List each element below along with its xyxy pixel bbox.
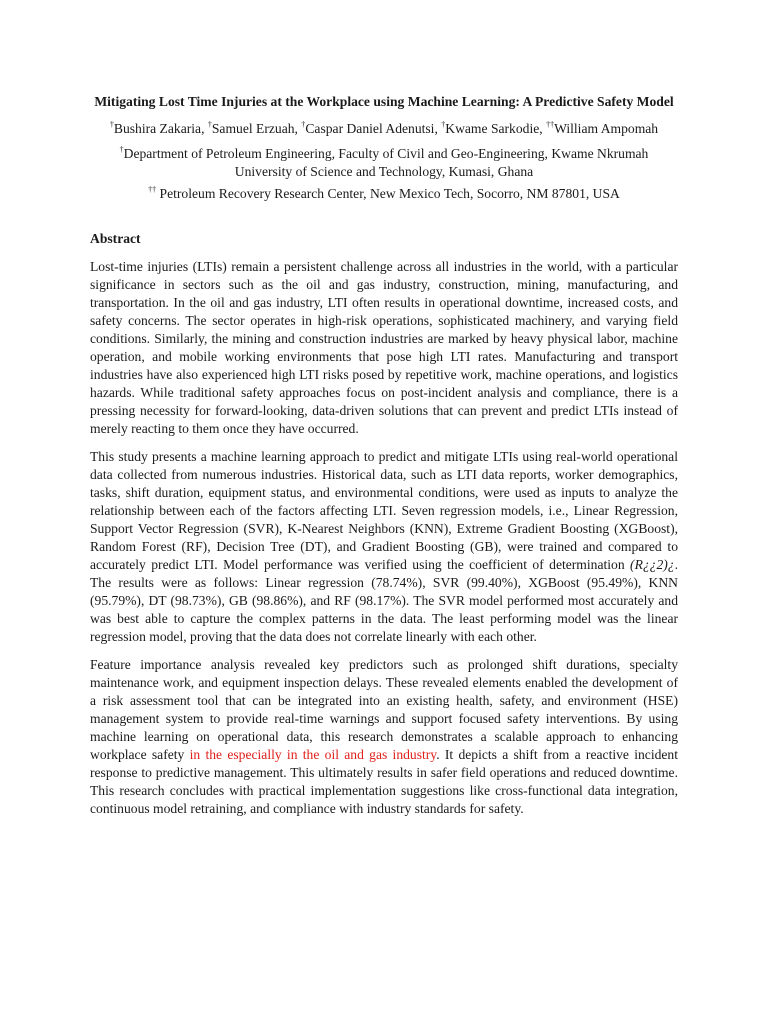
author-list	[90, 120, 678, 138]
affiliation-text: Department of Petroleum Engineering, Faculty of Civil and Geo-Engineering, Kwame Nkrumah University of Science and Technology, Kumasi, Ghana	[123, 146, 649, 179]
abstract-paragraph	[90, 656, 678, 818]
highlighted-text: in the especially in the oil and gas industry	[189, 747, 437, 762]
author-name: Kwame Sarkodie,	[445, 121, 547, 136]
paragraph-text: . The results were as follows: Linear regression (78.74%), SVR (99.40%), XGBoost (95.49%), KNN (95.79%), DT (98.73%), GB (98.86%), and RF (98.17%). The SVR model performed most accurately and was best able to capture the complex patterns in the data. The least performing model was the linear regression model, proving that the data does not correlate linearly with each other.	[90, 557, 678, 644]
math-expression: (R¿¿2)¿	[630, 557, 675, 572]
affiliation-mark: ††	[546, 120, 555, 129]
paper-title: Mitigating Lost Time Injuries at the Workplace using Machine Learning: A Predictive Safety Model	[94, 94, 674, 109]
affiliation-mark: ††	[148, 185, 157, 194]
author-name: William Ampomah	[554, 121, 659, 136]
affiliation-mark: †	[119, 145, 124, 154]
paper-page	[90, 93, 678, 818]
author	[301, 121, 441, 136]
author	[208, 121, 301, 136]
paragraph-text: This study presents a machine learning approach to predict and mitigate LTIs using real-world operational data collected from numerous industries. Historical data, such as LTI data reports, worker demographics, tasks, shift duration, equipment status, and environmental conditions, were used as inputs to analyze the relationship between each of the factors affecting LTI. Seven regression models, i.e., Linear Regression, Support Vector Regression (SVR), K-Nearest Neighbors (KNN), Extreme Gradient Boosting (XGBoost), Random Forest (RF), Decision Tree (DT), and Gradient Boosting (GB), were trained and compared to accurately predict LTI. Model performance was verified using the coefficient of determination	[90, 449, 678, 572]
author-name: Bushira Zakaria,	[113, 121, 208, 136]
paragraph-text: . It depicts a shift from a reactive incident response to predictive management. This ultimately results in safer field operations and reduced downtime. This research concludes with practical implementation suggestions like cross-functional data integration, continuous model retraining, and compliance with industry standards for safety.	[90, 747, 679, 816]
abstract-paragraph: Lost-time injuries (LTIs) remain a persistent challenge across all industries in the world, with a particular significance in sectors such as the oil and gas industry, construction, mining, manufacturing, and transportation. In the oil and gas industry, LTI often results in operational downtime, increased costs, and safety concerns. The sector operates in high-risk operations, sophisticated machinery, and varying field conditions. Similarly, the mining and construction industries are marked by heavy physical labor, machine operation, and mobile working environments that pose high LTI rates. Manufacturing and transport industries have also experienced high LTI risks posed by repetitive work, machine operations, and logistics hazards. While traditional safety approaches focus on post-incident analysis and compliance, there is a pressing necessity for forward-looking, data-driven solutions that can prevent and predict LTIs instead of merely reacting to them once they have occurred.	[90, 259, 678, 436]
paragraph-text: Feature importance analysis revealed key predictors such as prolonged shift durations, specialty maintenance work, and equipment inspection delays. These revealed elements enabled the development of a risk assessment tool that can be integrated into an existing health, safety, and environment (HSE) management system to provide real-time warnings and support focused safety interventions. By using machine learning on operational data, this research demonstrates a scalable approach to enhancing workplace safety	[90, 657, 678, 762]
author	[441, 121, 546, 136]
abstract-paragraph	[90, 448, 678, 646]
author	[110, 121, 208, 136]
abstract-heading: Abstract	[90, 231, 141, 246]
affiliation-mark: †	[109, 120, 114, 129]
affiliation	[90, 145, 678, 181]
author	[546, 121, 658, 136]
affiliation-mark: †	[301, 120, 306, 129]
author-name: Samuel Erzuah,	[211, 121, 302, 136]
affiliation-text: Petroleum Recovery Research Center, New Mexico Tech, Socorro, NM 87801, USA	[156, 186, 620, 201]
affiliation-mark: †	[207, 120, 212, 129]
author-name: Caspar Daniel Adenutsi,	[305, 121, 442, 136]
affiliation-mark: †	[441, 120, 446, 129]
affiliation	[90, 185, 678, 203]
